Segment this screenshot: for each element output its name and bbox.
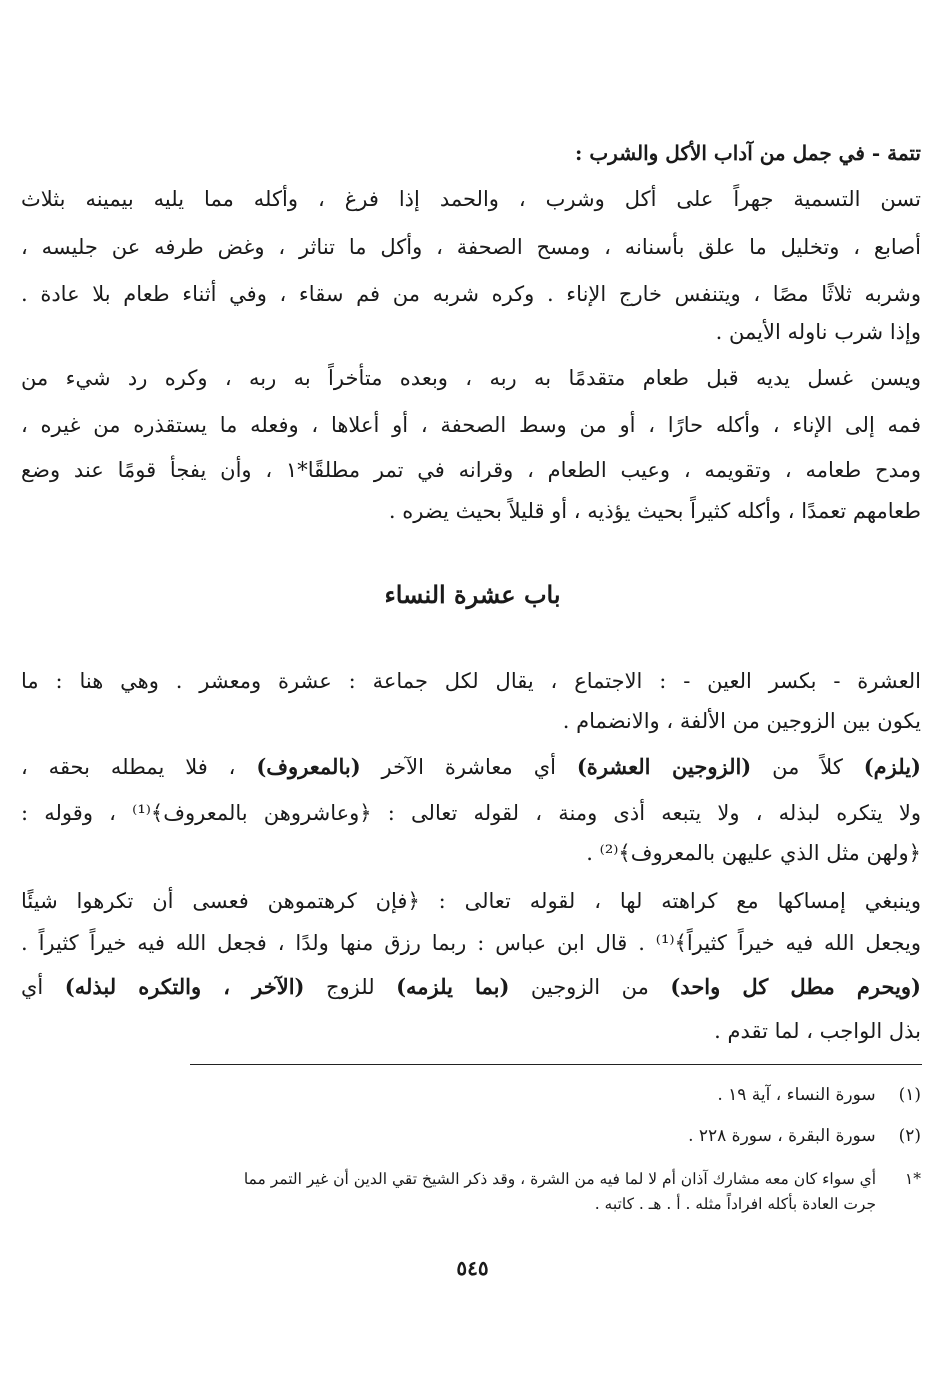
paragraph-line: العشرة - بكسر العين - : الاجتماع ، يقال لكل جماعة : عشرة ومعشر . وهي هنا : ما xyxy=(21,669,921,693)
text-run: كلاً من xyxy=(751,755,864,779)
paragraph-line: ومدح طعامه ، وتقويمه ، وعيب الطعام ، وقرانه في تمر مطلقًا*١ ، وأن يفجأ قومًا عند وضع xyxy=(21,458,921,482)
paragraph-line: ويسن غسل يديه قبل طعام متقدمًا به ربه ، وبعده متأخراً به ربه ، وكره رد شيء من xyxy=(21,366,921,390)
footnote-divider xyxy=(190,1064,922,1065)
footnote-mark: (١) xyxy=(898,1085,921,1105)
text-run: ، فلا يمطله بحقه ، xyxy=(21,755,257,779)
bold-term: (يلزم) xyxy=(863,754,921,779)
paragraph-line: بذل الواجب ، لما تقدم . xyxy=(714,1019,921,1043)
footnote-mark: (٢) xyxy=(898,1126,921,1146)
footnote xyxy=(51,1082,921,1108)
bold-term: (ويحرم مطل كل واحد) xyxy=(670,974,921,999)
appendix-heading: تتمة - في جمل من آداب الأكل والشرب : xyxy=(574,141,921,165)
paragraph-line: تسن التسمية جهراً على أكل وشرب ، والحمد إذا فرغ ، وأكله مما يليه بيمينه بثلاث xyxy=(21,187,921,211)
paragraph-line: ويجعل الله فيه خيراً كثيراً﴾⁽¹⁾ . قال ابن عباس : ربما رزق منها ولدًا ، فجعل الله فيه خيراً كثيراً . xyxy=(21,931,921,955)
footnote-text: أي سواء كان معه مشارك آذان أم لا لما فيه من الشرة ، وقد ذكر الشيخ تقي الدين أن غير التمر مما xyxy=(243,1170,877,1188)
bold-term: (الآخر ، والتكره لبذله) xyxy=(64,974,305,999)
paragraph-line: ولا يتكره لبذله ، ولا يتبعه أذى ومنة ، لقوله تعالى : ﴿وعاشروهن بالمعروف﴾⁽¹⁾ ، وقوله : xyxy=(21,801,921,825)
paragraph-line xyxy=(21,972,921,1002)
paragraph-line: وإذا شرب ناوله الأيمن . xyxy=(715,320,921,344)
paragraph-line: فمه إلى الإناء ، وأكله حارًا ، أو من وسط الصحفة ، أو أعلاها ، وفعله ما يستقذره من غيره ، xyxy=(21,413,921,437)
paragraph-line: وشربه ثلاثًا مصًا ، ويتنفس خارج الإناء . وكره شربه من فم سقاء ، وفي أثناء طعام بلا عادة . xyxy=(21,282,921,306)
page-number: ٥٤٥ xyxy=(456,1256,489,1280)
text-run: أي معاشرة الآخر xyxy=(360,755,577,779)
footnote-text: سورة النساء ، آية ١٩ . xyxy=(717,1085,876,1105)
section-title: باب عشرة النساء xyxy=(384,580,561,609)
paragraph-line xyxy=(21,752,921,782)
paragraph-line: يكون بين الزوجين من الألفة ، والانضمام . xyxy=(562,709,921,733)
footnote-text: جرت العادة بأكله افراداً مثله . أ . هـ . كاتبه . xyxy=(594,1195,877,1213)
text-run: للزوج xyxy=(304,975,397,999)
footnote xyxy=(51,1123,921,1149)
footnote-mark: *١ xyxy=(904,1170,921,1188)
text-run: من الزوجين xyxy=(509,975,671,999)
text-run: أي xyxy=(21,975,65,999)
footnote xyxy=(51,1191,921,1217)
bold-term: (بما يلزمه) xyxy=(396,974,510,999)
paragraph-line: أصابع ، وتخليل ما علق بأسنانه ، ومسح الصحفة ، وأكل ما تناثر ، وغض طرفه عن جليسه ، xyxy=(21,235,921,259)
paragraph-line: طعامهم تعمدًا ، وأكله كثيراً بحيث يؤذيه ، أو قليلاً بحيث يضره . xyxy=(388,499,921,523)
footnote xyxy=(51,1166,921,1192)
paragraph-line: وينبغي إمساكها مع كراهته لها ، لقوله تعالى : ﴿فإن كرهتموهن فعسى أن تكرهوا شيئًا xyxy=(21,889,921,913)
paragraph-line: ﴿ولهن مثل الذي عليهن بالمعروف﴾⁽²⁾ . xyxy=(586,841,921,865)
bold-term: (الزوجين العشرة) xyxy=(576,754,752,779)
footnote-text: سورة البقرة ، سورة ٢٢٨ . xyxy=(688,1126,876,1146)
bold-term: (بالمعروف) xyxy=(256,754,361,779)
